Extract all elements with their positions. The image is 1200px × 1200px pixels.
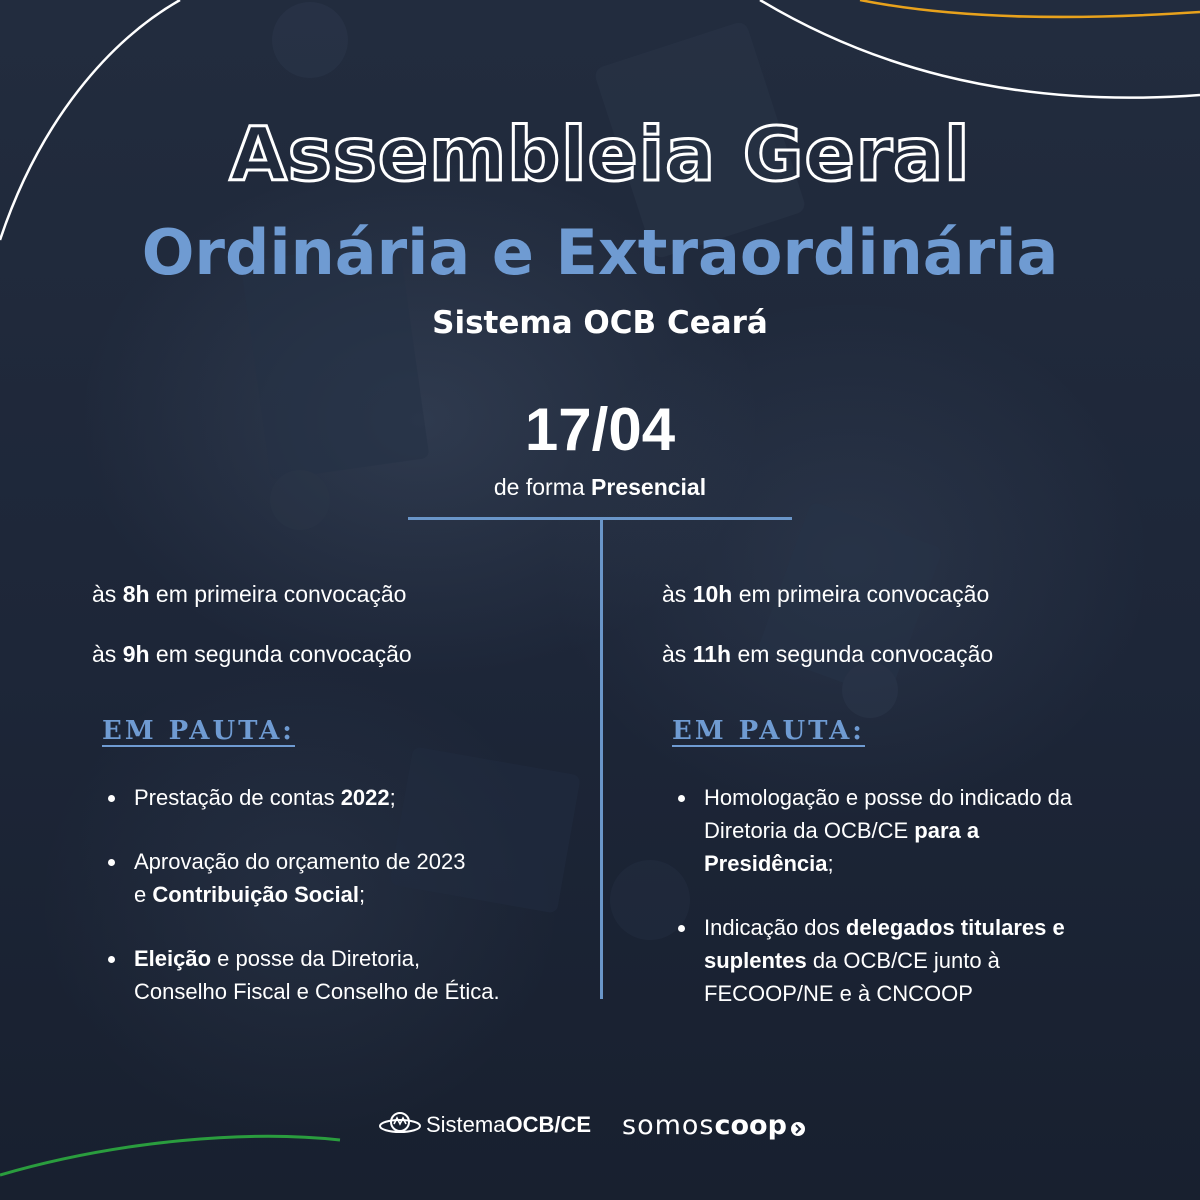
item-bold: delegados titulares e [845, 915, 1065, 941]
left-time-first [92, 578, 582, 610]
somoscoop-logo [622, 1105, 806, 1145]
coop-logo-text: coop [714, 1109, 787, 1141]
vertical-divider [600, 517, 603, 999]
time-suffix: em primeira convocação [149, 581, 407, 607]
bullet-icon [108, 859, 115, 866]
list-item [108, 942, 582, 1008]
somos-logo-text: somos [622, 1109, 715, 1141]
list-item [678, 911, 1162, 1010]
item-bold: Contribuição Social [152, 882, 359, 908]
time-prefix: às [662, 641, 693, 667]
item-bold: para a [914, 818, 980, 844]
event-subtitle: Ordinária e Extraordinária [141, 216, 1059, 289]
arrow-icon [790, 1121, 806, 1137]
item-bold: 2022 [340, 785, 390, 811]
item-text: FECOOP/NE e à CNCOOP [704, 981, 973, 1007]
item-bold: Presidência [704, 851, 828, 877]
item-text: Aprovação do orçamento de 2023 [134, 849, 466, 875]
ocb-globe-icon [378, 1110, 422, 1140]
time-hour: 10h [692, 581, 733, 607]
item-text: ; [389, 785, 396, 811]
right-time-second [662, 638, 1162, 670]
item-text: Conselho Fiscal e Conselho de Ética. [134, 979, 500, 1005]
footer-logos [0, 1105, 1200, 1145]
ocb-logo-text: Sistema [426, 1112, 506, 1137]
list-item [108, 845, 582, 911]
time-hour: 8h [122, 581, 150, 607]
item-text: e [134, 882, 153, 908]
list-item [678, 781, 1162, 880]
item-text: da OCB/CE junto à [806, 948, 1000, 974]
item-text: ; [827, 851, 834, 877]
left-column [92, 578, 582, 1039]
right-column [662, 578, 1162, 1041]
item-text: ; [358, 882, 366, 908]
time-hour: 9h [122, 641, 150, 667]
event-mode-prefix: de forma [493, 474, 592, 500]
item-text: e posse da Diretoria, [211, 946, 421, 972]
event-mode-value: Presencial [591, 474, 707, 500]
time-hour: 11h [692, 641, 732, 667]
bullet-icon [108, 956, 115, 963]
time-suffix: em primeira convocação [732, 581, 990, 607]
time-prefix: às [92, 641, 123, 667]
time-prefix: às [92, 581, 123, 607]
bullet-icon [108, 795, 115, 802]
item-text: Prestação de contas [134, 785, 341, 811]
item-text: Homologação e posse do indicado da [704, 785, 1073, 811]
event-title: Assembleia Geral [229, 112, 971, 198]
time-suffix: em segunda convocação [731, 641, 994, 667]
time-prefix: às [662, 581, 693, 607]
item-bold: Eleição [134, 946, 212, 972]
right-time-first [662, 578, 1162, 610]
item-text: Diretoria da OCB/CE [704, 818, 915, 844]
event-date: 17/04 [524, 396, 676, 463]
left-agenda-list [92, 781, 582, 1008]
organization-name: Sistema OCB Ceará [432, 305, 768, 341]
ocb-logo-text-bold: OCB/CE [505, 1112, 592, 1137]
list-item [108, 781, 582, 814]
left-time-second [92, 638, 582, 670]
bullet-icon [678, 925, 685, 932]
left-pauta-heading: EM PAUTA: [102, 716, 295, 746]
bullet-icon [678, 795, 685, 802]
right-pauta-heading: EM PAUTA: [672, 716, 865, 746]
event-mode [0, 474, 1200, 501]
item-text: Indicação dos [704, 915, 846, 941]
item-bold: suplentes [704, 948, 807, 974]
sistema-ocb-logo [378, 1105, 591, 1145]
right-agenda-list [662, 781, 1162, 1010]
time-suffix: em segunda convocação [149, 641, 412, 667]
